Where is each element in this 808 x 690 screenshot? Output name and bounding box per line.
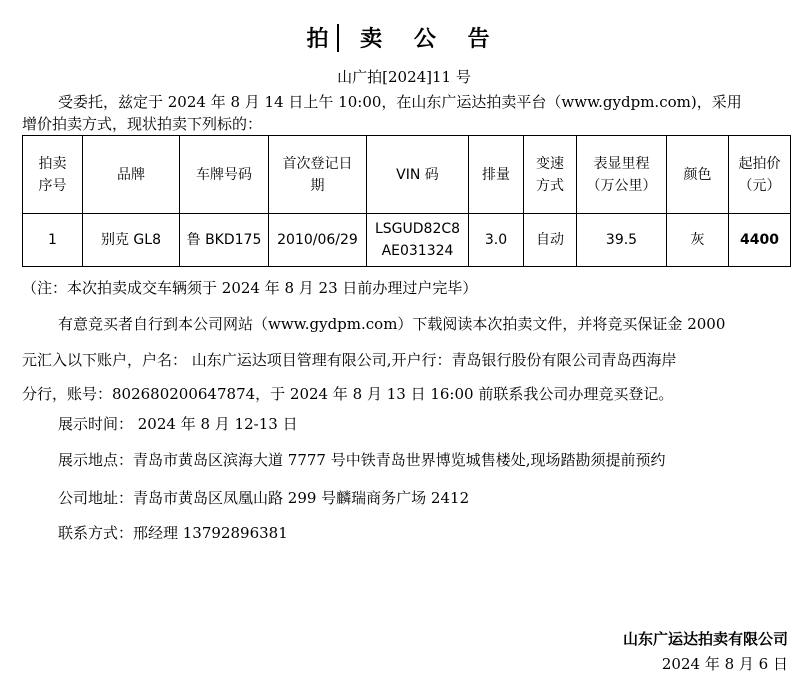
cell-vin-text: LSGUD82C8 AE031324 (374, 221, 461, 259)
cell-start-price: 4400 (729, 214, 791, 267)
header-mileage (577, 136, 667, 214)
header-first-reg-text: 首次登记日 期 (282, 155, 353, 194)
cell-vin (367, 214, 469, 267)
intro-line-2: 增价拍卖方式，现状拍卖下列标的： (22, 115, 263, 133)
header-color-text: 颜色 (683, 166, 712, 183)
register-line-2: 元汇入以下账户，户名： 山东广运达项目管理有限公司,开户行：青岛银行股份有限公司青岛西海岸 (22, 351, 677, 369)
cell-plate: 鲁 BKD175 (180, 214, 269, 267)
intro-line-1: 受委托，兹定于 2024 年 8 月 14 日上午 10:00，在山东广运达拍卖平台（www.gydpm.com)，采用 (58, 93, 742, 111)
table-row (23, 214, 791, 267)
header-vin-text: VIN 码 (396, 166, 439, 183)
exhibit-place: 展示地点：青岛市黄岛区滨海大道 7777 号中铁青岛世界博览城售楼处,现场踏勘须提前预约 (58, 451, 666, 469)
company-address: 公司地址：青岛市黄岛区凤凰山路 299 号麟瑞商务广场 2412 (58, 489, 470, 507)
cell-color: 灰 (667, 214, 729, 267)
header-color (667, 136, 729, 214)
cell-first-reg: 2010/06/29 (269, 214, 367, 267)
exhibit-time: 展示时间： 2024 年 8 月 12-13 日 (58, 415, 298, 433)
header-plate (180, 136, 269, 214)
reference-number: 山广拍[2024]11 号 (337, 68, 471, 86)
header-displacement (469, 136, 524, 214)
register-line-1: 有意竞买者自行到本公司网站（www.gydpm.com）下载阅读本次拍卖文件，并将竞买保证金 2000 (58, 315, 726, 333)
header-first-reg (269, 136, 367, 214)
document-title: 拍 卖 公 告 (306, 26, 502, 52)
header-brand (83, 136, 180, 214)
register-line-3: 分行，账号：802680200647874，于 2024 年 8 月 13 日 16:00 前联系我公司办理竞买登记。 (22, 385, 674, 403)
header-mileage-text: 表显里程 （万公里） (586, 155, 657, 194)
contact-info: 联系方式：邢经理 13792896381 (58, 524, 288, 542)
header-plate-text: 车牌号码 (196, 166, 252, 183)
header-brand-text: 品牌 (117, 166, 145, 183)
header-vin (367, 136, 469, 214)
table-header-row (23, 136, 791, 214)
header-displacement-text: 排量 (482, 166, 510, 183)
header-start-price (729, 136, 791, 214)
signature-date: 2024 年 8 月 6 日 (661, 655, 788, 673)
header-transmission (524, 136, 577, 214)
cell-lot-no: 1 (23, 214, 83, 267)
cell-mileage: 39.5 (577, 214, 667, 267)
header-lot-no-text: 拍卖 序号 (38, 155, 67, 194)
cell-displacement: 3.0 (469, 214, 524, 267)
cell-transmission: 自动 (524, 214, 577, 267)
lot-table (22, 135, 791, 267)
cell-brand: 别克 GL8 (83, 214, 180, 267)
transfer-note: （注：本次拍卖成交车辆须于 2024 年 8 月 23 日前办理过户完毕） (22, 279, 478, 297)
header-start-price-text: 起拍价 （元） (738, 155, 781, 194)
header-transmission-text: 变速 方式 (536, 155, 564, 194)
header-lot-no (23, 136, 83, 214)
signature-company: 山东广运达拍卖有限公司 (622, 630, 788, 648)
